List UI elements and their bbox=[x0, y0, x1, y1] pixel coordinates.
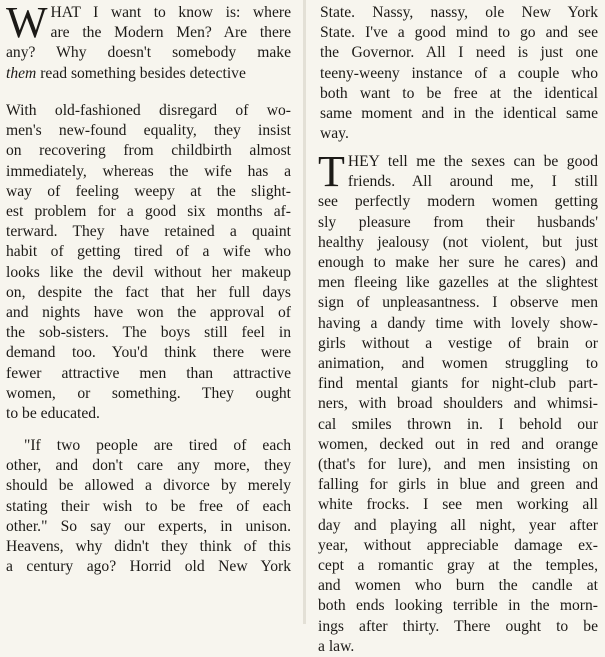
dropcap-t: T bbox=[318, 147, 345, 196]
intro-paragraph bbox=[6, 0, 291, 84]
text-line: are the Modern Men? Are there bbox=[50, 24, 291, 42]
text-line: white frocks. I see men working all bbox=[318, 496, 598, 514]
text-line: find mental giants for night-club part- bbox=[318, 375, 598, 393]
text-line: year, without appreciable damage ex- bbox=[318, 536, 598, 554]
text-line: sign of unpleasantness. I observe men bbox=[318, 294, 598, 312]
text-line: day and playing all night, year after bbox=[318, 516, 598, 534]
text-line: cal smiles thrown in. I behold our bbox=[318, 415, 598, 433]
text-line: demand too. You'd think there were bbox=[6, 344, 291, 362]
text-line: terward. They have retained a quaint bbox=[6, 223, 291, 241]
text-line: on recovering from childbirth almost bbox=[6, 142, 291, 160]
text-line: teeny-weeny instance of a couple who bbox=[320, 64, 598, 82]
text-line: (that's for lure), and men insisting on bbox=[318, 456, 598, 474]
text-line: both want to be free at the identical bbox=[320, 84, 598, 102]
text-line: est problem for a good six months af- bbox=[6, 203, 291, 221]
text-line: fewer attractive men than attractive bbox=[6, 364, 291, 382]
text-line: the sob-sisters. The boys still feel in bbox=[6, 324, 291, 342]
text-line: healthy jealousy (not violent, but just bbox=[318, 233, 598, 251]
text-line: State. Nassy, nassy, ole New York bbox=[320, 4, 598, 21]
text-line: a century ago? Horrid old New York bbox=[6, 558, 291, 576]
text-line: HAT I want to know is: where bbox=[50, 4, 291, 21]
text-line: on, despite the fact that her full days bbox=[6, 283, 291, 301]
text-line: falling for girls in blue and green and bbox=[318, 476, 598, 494]
dropcap-w: W bbox=[6, 0, 48, 47]
text-line: sly pleasure from their husbands' bbox=[318, 213, 598, 231]
text-line: and nights have won the approval of bbox=[6, 304, 291, 322]
text-line: cept a romantic gray at the temples, bbox=[318, 557, 598, 575]
text-line: ners, with broad shoulders and whimsi- bbox=[318, 395, 598, 413]
text-line: girls without a vestige of brain or bbox=[318, 334, 598, 352]
text-line: them read something besides detective bbox=[6, 64, 246, 82]
text-line: looks like the devil without her makeup bbox=[6, 263, 291, 281]
text-line: a law. bbox=[318, 637, 355, 655]
text-line: any? Why doesn't somebody make bbox=[6, 44, 291, 62]
column-divider bbox=[303, 0, 306, 624]
text-line: immediately, whereas the wife has a bbox=[6, 162, 291, 180]
text-line: having a dandy time with lovely show- bbox=[318, 314, 598, 332]
text-line: stating their wish to be free of each bbox=[6, 497, 291, 515]
text-line: other, and don't care any more, they bbox=[6, 457, 291, 475]
text-line: women, or something. They ought bbox=[6, 384, 291, 402]
text-line: same moment and in the identical same bbox=[320, 105, 598, 123]
text-line: friends. All around me, I still bbox=[347, 173, 598, 191]
text-line: way. bbox=[320, 125, 349, 143]
text-line: way of feeling weepy at the slight- bbox=[6, 182, 291, 200]
text-line: HEY tell me the sexes can be good bbox=[347, 153, 598, 170]
body-paragraph-divorce bbox=[6, 436, 291, 577]
text-line: should be allowed a divorce by merely bbox=[6, 477, 291, 495]
text-line: and women who burn the candle at bbox=[318, 577, 598, 595]
text-line: State. I've a good mind to go and see bbox=[320, 24, 598, 42]
text-line: see perfectly modern women getting bbox=[318, 193, 598, 211]
text-line: women, decked out in red and orange bbox=[318, 435, 598, 453]
text-line: other." So say our experts, in unison. bbox=[6, 517, 291, 535]
text-line: "If two people are tired of each bbox=[24, 437, 291, 454]
text-line: enough to make her sure he cares) and bbox=[318, 254, 598, 272]
text-line: ings after thirty. There ought to be bbox=[318, 617, 598, 635]
text-line: to be educated. bbox=[6, 405, 100, 423]
text-line: both ends looking terrible in the morn- bbox=[318, 597, 598, 615]
text-line: Heavens, why didn't they think of this bbox=[6, 538, 291, 556]
text-line: habit of getting tired of a wife who bbox=[6, 243, 291, 261]
body-paragraph-sexes bbox=[318, 147, 598, 657]
text-line: men fleeing like gazelles at the slightest bbox=[318, 274, 598, 292]
body-paragraph-new-york bbox=[320, 3, 598, 144]
text-line: animation, and women struggling to bbox=[318, 355, 598, 373]
text-line: men's new-found equality, they insist bbox=[6, 122, 291, 140]
body-paragraph-childbirth bbox=[6, 101, 291, 424]
emphasis-word: them bbox=[6, 64, 37, 82]
text-line: With old-fashioned disregard of wo- bbox=[6, 102, 291, 119]
text-line: the Governor. All I need is just one bbox=[320, 44, 598, 62]
